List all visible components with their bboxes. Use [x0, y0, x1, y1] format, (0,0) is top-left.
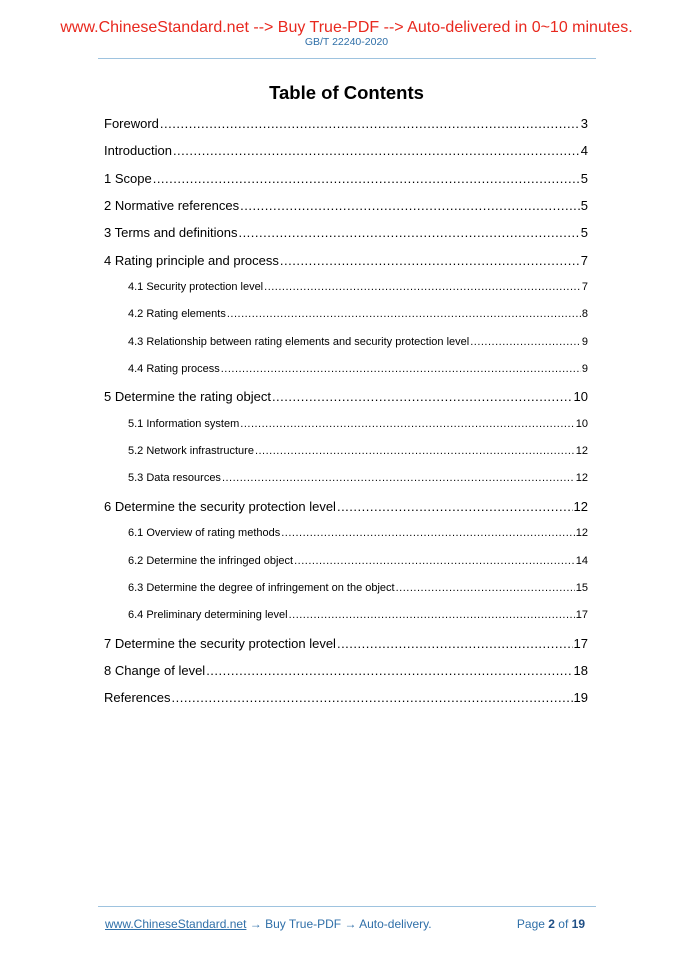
toc-entry[interactable]: [104, 165, 588, 192]
toc-entry-label: Introduction: [104, 143, 172, 159]
toc-entry[interactable]: [104, 110, 588, 137]
toc-entry-page: 19: [573, 690, 588, 706]
dot-leader: [255, 438, 575, 465]
toc-entry-page: 9: [581, 335, 588, 348]
dot-leader: [238, 219, 579, 246]
dot-leader: [272, 383, 573, 410]
page-title: Table of Contents: [269, 82, 424, 103]
dot-leader: [240, 192, 580, 219]
toc-entry[interactable]: [104, 630, 588, 657]
toc-entry-page: 18: [573, 662, 588, 678]
footer-tagline: → Buy True-PDF → Auto-delivery.: [246, 917, 432, 931]
toc-entry-label: 3 Terms and definitions: [104, 225, 238, 241]
toc-subentry[interactable]: [104, 329, 588, 356]
toc-subentry[interactable]: [104, 301, 588, 328]
toc-entry-label: 6.1 Overview of rating methods: [128, 527, 281, 540]
current-page: 2: [548, 917, 555, 931]
toc-entry-label: 5 Determine the rating object: [104, 389, 271, 405]
toc-entry-page: 7: [580, 252, 588, 268]
dot-leader: [281, 520, 575, 547]
page-footer: [105, 916, 585, 932]
toc-entry-label: 2 Normative references: [104, 198, 240, 214]
toc-subentry[interactable]: [104, 465, 588, 492]
toc-entry[interactable]: [104, 137, 588, 164]
toc-subentry[interactable]: [104, 548, 588, 575]
toc-entry-page: 12: [575, 472, 588, 485]
toc-subentry[interactable]: [104, 356, 588, 383]
standard-code-header: GB/T 22240-2020: [304, 36, 389, 48]
dot-leader: [264, 274, 581, 301]
toc-subentry[interactable]: [104, 274, 588, 301]
toc-entry-label: 4.2 Rating elements: [128, 308, 226, 321]
toc-entry-label: 6.4 Preliminary determining level: [128, 609, 288, 622]
dot-leader: [470, 329, 581, 356]
toc-entry-page: 10: [573, 389, 588, 405]
toc-entry-label: 7 Determine the security protection level: [104, 635, 336, 651]
toc-entry-page: 17: [575, 609, 588, 622]
toc-entry-page: 3: [580, 116, 588, 131]
toc-subentry[interactable]: [104, 438, 588, 465]
toc-entry-label: 4.1 Security protection level: [128, 281, 264, 294]
toc-subentry[interactable]: [104, 411, 588, 438]
toc-subentry[interactable]: [104, 575, 588, 602]
toc-entry-page: 17: [573, 635, 588, 651]
dot-leader: [160, 110, 580, 137]
footer-divider: [98, 906, 596, 907]
dot-leader: [289, 602, 575, 629]
promo-banner[interactable]: www.ChineseStandard.net --> Buy True-PDF --> Auto-delivered in 0~10 minutes.: [60, 19, 633, 36]
toc-entry-label: 6.2 Determine the infringed object: [128, 554, 294, 567]
toc-entry[interactable]: [104, 493, 588, 520]
toc-entry-label: 4.3 Relationship between rating elements and security protection level: [128, 335, 470, 348]
toc-entry-label: 4 Rating principle and process: [104, 252, 279, 268]
toc-entry-label: Foreword: [104, 116, 159, 131]
toc-entry-page: 4: [580, 143, 588, 159]
toc-entry-label: 8 Change of level: [104, 662, 206, 678]
dot-leader: [222, 465, 575, 492]
dot-leader: [153, 165, 580, 192]
dot-leader: [396, 575, 575, 602]
toc-entry-page: 5: [580, 198, 588, 214]
toc-entry-page: 14: [575, 554, 588, 567]
header-divider: [98, 58, 596, 59]
toc-entry-label: 1 Scope: [104, 170, 152, 186]
toc-entry[interactable]: [104, 383, 588, 410]
toc-entry-label: 6 Determine the security protection level: [104, 498, 336, 514]
toc-entry-page: 12: [573, 498, 588, 514]
toc-subentry[interactable]: [104, 520, 588, 547]
toc-entry-label: References: [104, 690, 171, 706]
toc-subentry[interactable]: [104, 602, 588, 629]
toc-entry-label: 4.4 Rating process: [128, 363, 220, 376]
dot-leader: [280, 247, 580, 274]
dot-leader: [173, 137, 580, 164]
page-number: Page 2 of 19: [516, 917, 585, 931]
toc-entry-label: 6.3 Determine the degree of infringement on the object: [128, 581, 395, 594]
total-pages: 19: [571, 917, 585, 931]
dot-leader: [221, 356, 581, 383]
toc-entry-label: 5.1 Information system: [128, 417, 240, 430]
toc-entry[interactable]: [104, 192, 588, 219]
toc-entry-page: 9: [581, 363, 588, 376]
toc-entry-label: 5.3 Data resources: [128, 472, 221, 485]
dot-leader: [337, 493, 573, 520]
toc-entry[interactable]: [104, 247, 588, 274]
dot-leader: [206, 657, 572, 684]
toc-entry-page: 7: [581, 281, 588, 294]
toc-entry[interactable]: [104, 684, 588, 711]
toc-entry-page: 5: [580, 170, 588, 186]
dot-leader: [227, 301, 581, 328]
toc-entry-page: 12: [575, 445, 588, 458]
dot-leader: [240, 411, 574, 438]
toc-entry-page: 8: [581, 308, 588, 321]
toc-entry-page: 10: [575, 417, 588, 430]
dot-leader: [337, 630, 573, 657]
footer-site-link[interactable]: www.ChineseStandard.net: [105, 917, 247, 931]
dot-leader: [171, 684, 572, 711]
toc-entry-page: 15: [575, 581, 588, 594]
toc-entry-page: 5: [580, 225, 588, 241]
toc-entry[interactable]: [104, 657, 588, 684]
toc-entry-label: 5.2 Network infrastructure: [128, 445, 254, 458]
dot-leader: [294, 548, 575, 575]
toc-entry-page: 12: [575, 527, 588, 540]
toc-entry[interactable]: [104, 219, 588, 246]
table-of-contents: [104, 110, 588, 712]
